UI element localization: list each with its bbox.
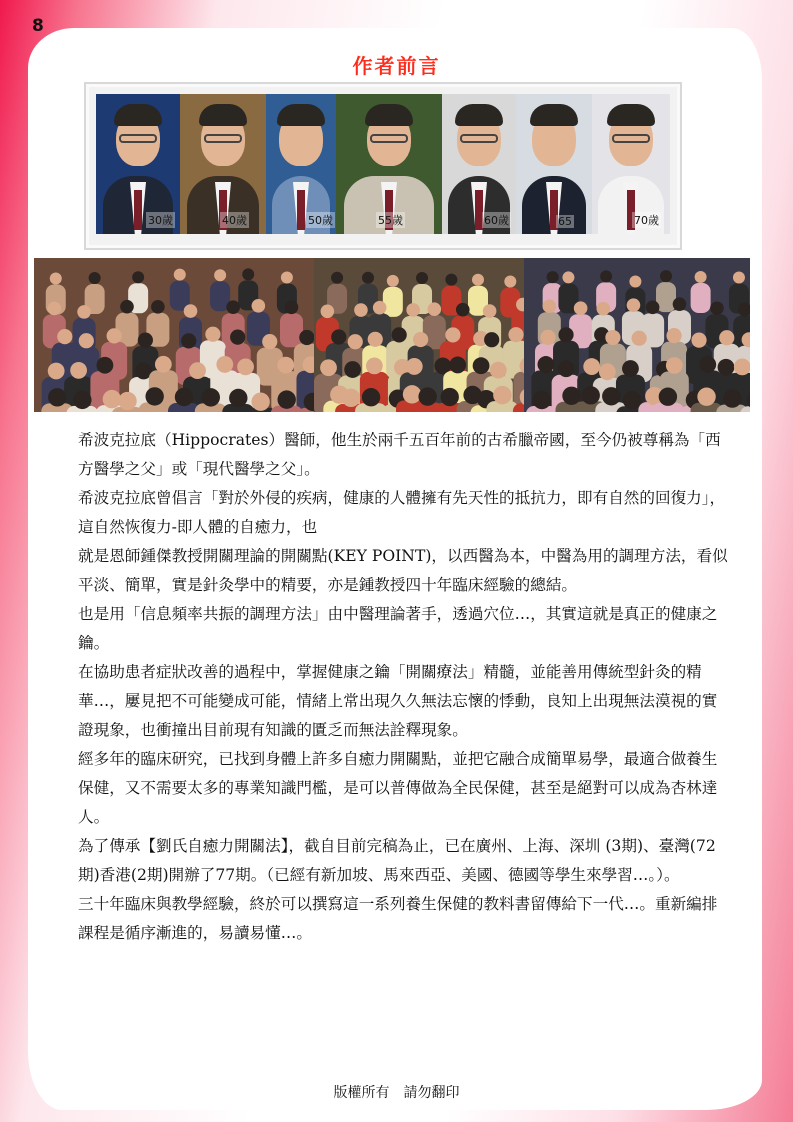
crowd-image	[34, 258, 314, 412]
portrait-hair	[277, 104, 325, 126]
crowd-image	[524, 258, 750, 412]
paragraph: 也是用「信息頻率共振的調理方法」由中醫理論著手，透過穴位…，其實這就是真正的健康之鑰。	[78, 605, 718, 652]
preface-body	[78, 426, 730, 948]
paragraph: 在協助患者症狀改善的過程中，掌握健康之鑰「開關療法」精髓，並能善用傳統型針灸的精華…，屢見把不可能變成可能，情緒上常出現久久無法忘懷的悸動，良知上出現無法漠視的實證現象，也衝撞出目前現有知識的匱乏而無法詮釋現象。	[78, 663, 718, 739]
portrait-age-label: 70歲	[634, 214, 659, 227]
portrait-age-label: 60歲	[484, 214, 509, 227]
portrait-age-label: 30歲	[148, 214, 173, 227]
portrait-hair	[455, 104, 503, 126]
author-portrait	[266, 94, 336, 234]
portrait-age-label: 40歲	[222, 214, 247, 227]
portrait-age-label: 55歲	[378, 214, 403, 227]
crowd-image	[314, 258, 524, 412]
portrait-collage	[84, 82, 682, 250]
portrait-strip	[96, 94, 670, 234]
paragraph: 三十年臨床與教學經驗，終於可以撰寫這一系列養生保健的教料書留傳給下一代…。重新編排課程是循序漸進的，易讀易懂…。	[78, 895, 718, 942]
glasses-icon	[370, 134, 408, 143]
portrait-hair	[199, 104, 247, 126]
paragraph: 希波克拉底（Hippocrates）醫師，他生於兩千五百年前的古希臘帝國，至今仍被尊稱為「西方醫學之父」或「現代醫學之父」。	[78, 431, 721, 478]
paragraph: 經多年的臨床研究，已找到身體上許多自癒力開關點，並把它融合成簡單易學，最適合做養生保健，又不需要太多的專業知識門檻，是可以普傳做為全民保健，甚至是絕對可以成為杏林達人。	[78, 750, 718, 826]
copyright-footer: 版權所有 請勿翻印	[333, 1085, 460, 1101]
page-title: 作者前言	[352, 54, 441, 78]
seminar-photo-2	[314, 258, 524, 412]
portrait-tie	[297, 190, 305, 230]
author-portrait	[592, 94, 670, 234]
author-portrait	[180, 94, 266, 234]
portrait-hair	[530, 104, 578, 126]
author-portrait	[442, 94, 516, 234]
author-portrait	[96, 94, 180, 234]
paragraph: 希波克拉底曾倡言「對於外侵的疾病，健康的人體擁有先天性的抵抗力，即有自然的回復力」，這自然恢復力-即人體的自癒力，也	[78, 489, 726, 536]
seminar-photo-strip	[34, 258, 750, 412]
portrait-age-label: 50歲	[308, 214, 333, 227]
glasses-icon	[460, 134, 498, 143]
author-portrait	[516, 94, 592, 234]
portrait-age-label: 65	[558, 215, 572, 228]
glasses-icon	[119, 134, 157, 143]
author-portrait	[336, 94, 442, 234]
page-number: 8	[32, 16, 44, 36]
glasses-icon	[612, 134, 650, 143]
portrait-hair	[114, 104, 162, 126]
glasses-icon	[204, 134, 242, 143]
seminar-photo-1	[34, 258, 314, 412]
paragraph: 就是恩師鍾傑教授開關理論的開關點(KEY POINT)，以西醫為本，中醫為用的調理方法，看似平淡、簡單，實是針灸學中的精要，亦是鍾教授四十年臨床經驗的總結。	[78, 547, 728, 594]
portrait-hair	[365, 104, 413, 126]
portrait-hair	[607, 104, 655, 126]
seminar-photo-3	[524, 258, 750, 412]
portrait-tie	[134, 190, 142, 230]
paragraph: 為了傳承【劉氏自癒力開關法】，截自目前完稿為止，已在廣州、上海、深圳 (3期)、臺灣(72期)香港(2期)開辦了77期。（已經有新加坡、馬來西亞、美國、德國等學生來學習…。）。	[78, 837, 716, 884]
